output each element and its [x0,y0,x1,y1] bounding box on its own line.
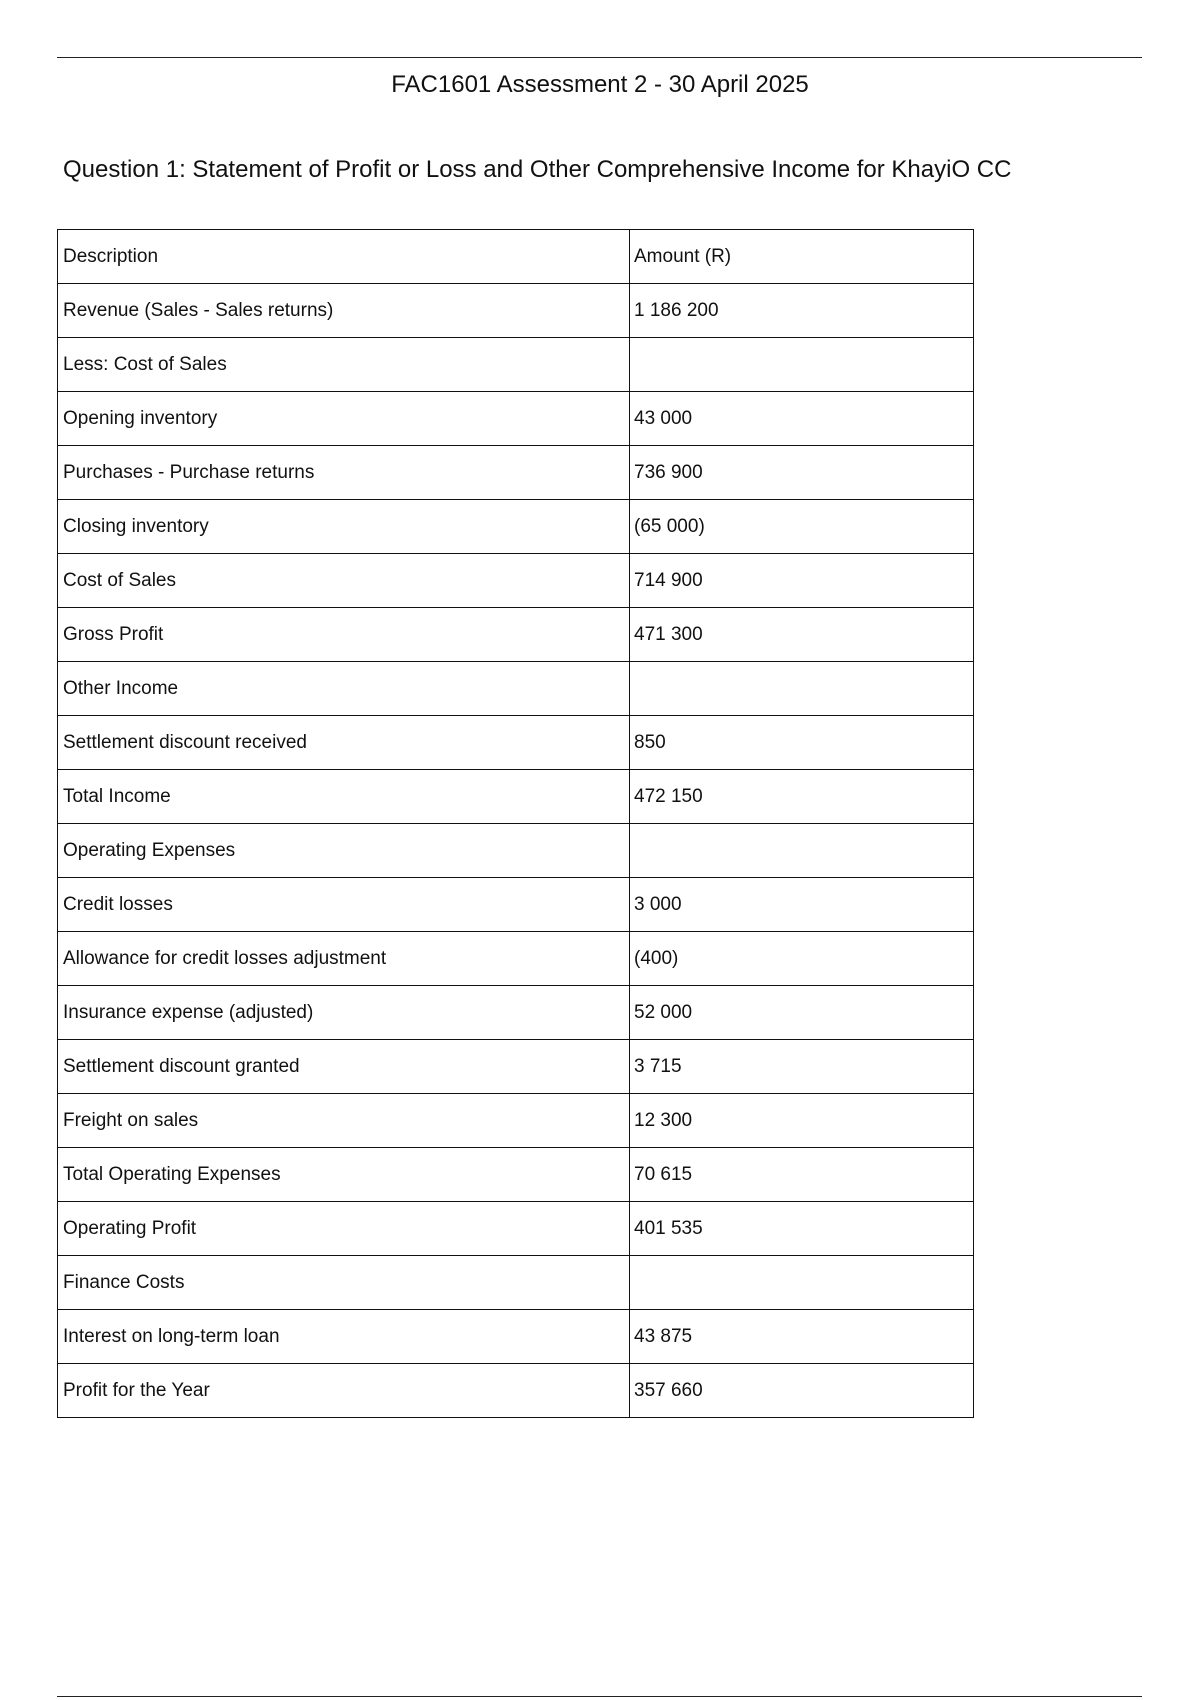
row-description: Other Income [58,662,630,716]
row-amount: 357 660 [630,1364,974,1418]
row-description: Finance Costs [58,1256,630,1310]
row-description: Settlement discount received [58,716,630,770]
row-amount: 3 715 [630,1040,974,1094]
row-amount: 3 000 [630,878,974,932]
table-row [58,500,974,554]
column-header-amount: Amount (R) [630,230,974,284]
table-row [58,1094,974,1148]
column-header-description: Description [58,230,630,284]
table-row [58,716,974,770]
table-row [58,878,974,932]
row-amount: 1 186 200 [630,284,974,338]
row-amount [630,824,974,878]
table-row [58,392,974,446]
table-header-row [58,230,974,284]
row-description: Credit losses [58,878,630,932]
table-row [58,284,974,338]
row-description: Gross Profit [58,608,630,662]
row-amount: 70 615 [630,1148,974,1202]
row-amount: (65 000) [630,500,974,554]
row-amount: 714 900 [630,554,974,608]
income-statement-table [57,229,974,1418]
table-row [58,338,974,392]
row-amount: 736 900 [630,446,974,500]
table-row [58,662,974,716]
row-amount: 52 000 [630,986,974,1040]
row-description: Purchases - Purchase returns [58,446,630,500]
row-description: Opening inventory [58,392,630,446]
table-row [58,824,974,878]
row-amount: 471 300 [630,608,974,662]
row-amount [630,1256,974,1310]
row-description: Cost of Sales [58,554,630,608]
row-description: Total Income [58,770,630,824]
row-description: Total Operating Expenses [58,1148,630,1202]
row-amount [630,662,974,716]
row-amount: 43 000 [630,392,974,446]
table-row [58,608,974,662]
table-row [58,1310,974,1364]
table-row [58,1202,974,1256]
row-description: Operating Profit [58,1202,630,1256]
bottom-rule [57,1696,1142,1697]
row-description: Freight on sales [58,1094,630,1148]
row-amount: 850 [630,716,974,770]
table-row [58,554,974,608]
question-heading: Question 1: Statement of Profit or Loss and Other Comprehensive Income for KhayiO CC [63,156,1012,183]
table-row [58,986,974,1040]
top-rule [57,57,1142,58]
row-description: Interest on long-term loan [58,1310,630,1364]
row-description: Settlement discount granted [58,1040,630,1094]
table-row [58,1040,974,1094]
table-row [58,770,974,824]
row-amount: (400) [630,932,974,986]
table-row [58,932,974,986]
row-description: Operating Expenses [58,824,630,878]
row-amount: 472 150 [630,770,974,824]
row-amount [630,338,974,392]
table-row [58,1256,974,1310]
row-description: Less: Cost of Sales [58,338,630,392]
table-row [58,1364,974,1418]
row-description: Insurance expense (adjusted) [58,986,630,1040]
row-amount: 43 875 [630,1310,974,1364]
row-description: Closing inventory [58,500,630,554]
row-description: Allowance for credit losses adjustment [58,932,630,986]
row-amount: 401 535 [630,1202,974,1256]
row-amount: 12 300 [630,1094,974,1148]
table-row [58,446,974,500]
row-description: Revenue (Sales - Sales returns) [58,284,630,338]
document-title: FAC1601 Assessment 2 - 30 April 2025 [391,71,809,98]
table-row [58,1148,974,1202]
row-description: Profit for the Year [58,1364,630,1418]
